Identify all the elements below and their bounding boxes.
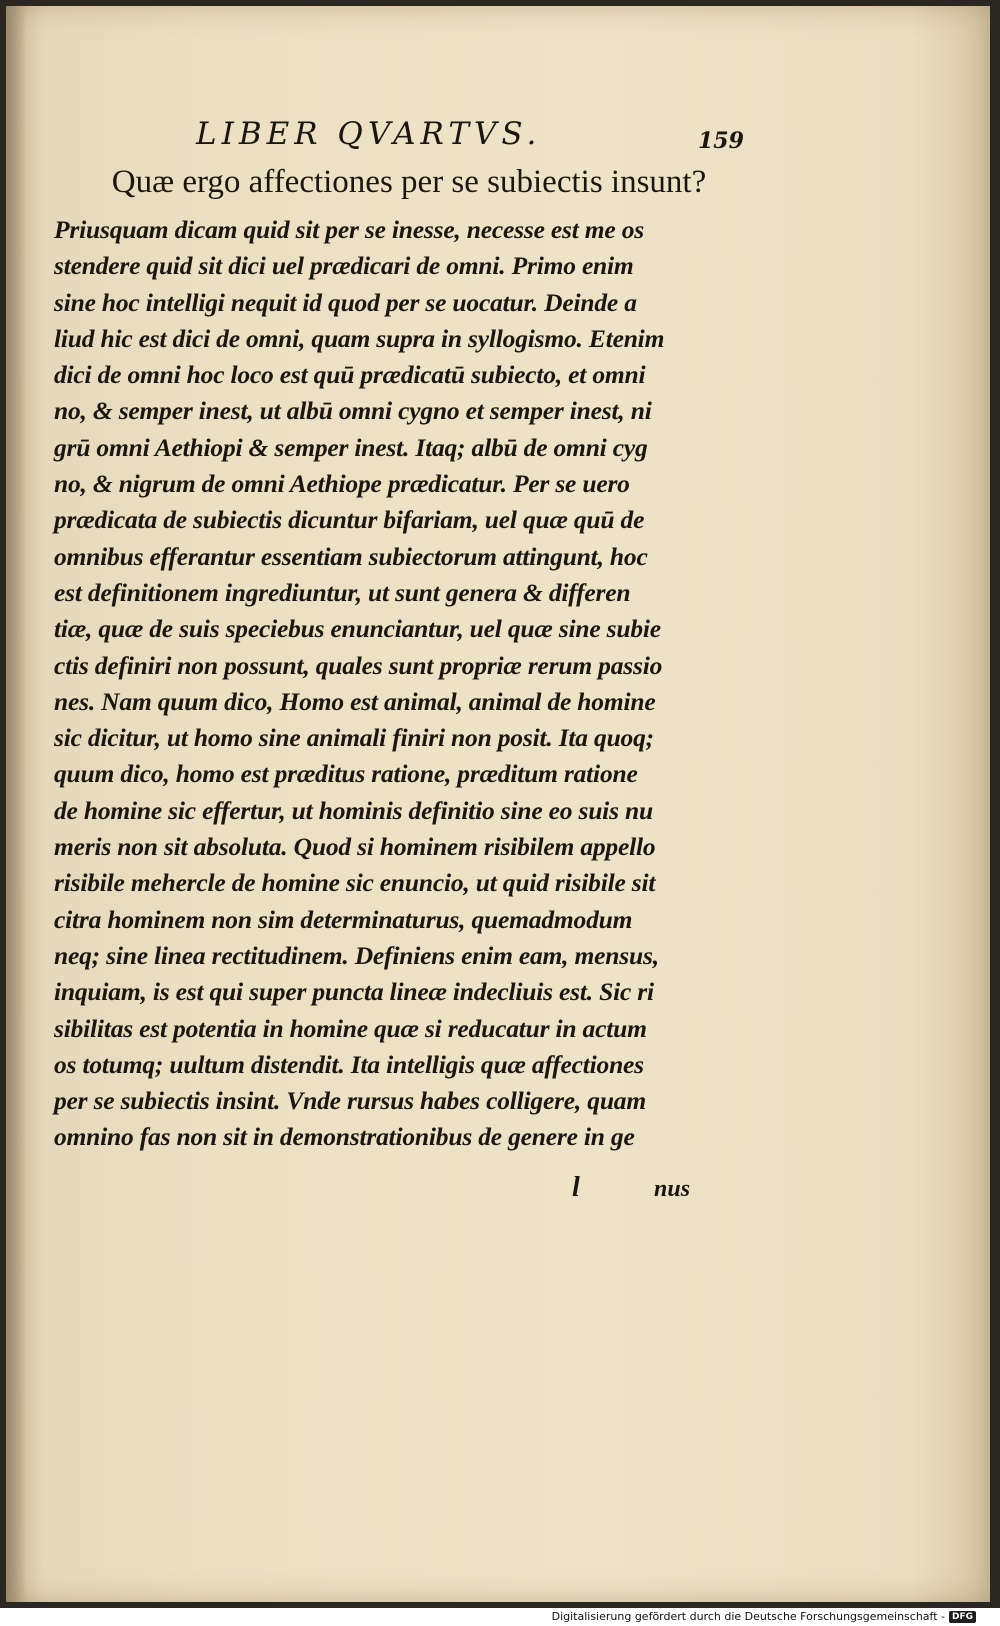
digitization-credit [552, 1610, 976, 1623]
text-line: quum dico, homo est præditus ratione, præditum ratione [54, 759, 638, 789]
running-title: LIBER QVARTVS. [196, 116, 542, 152]
text-line: omnino fas non sit in demonstrationibus de genere in ge [54, 1122, 635, 1152]
text-line: prædicata de subiectis dicuntur bifariam, uel quæ quū de [54, 505, 645, 535]
text-line: risibile mehercle de homine sic enuncio, ut quid risibile sit [54, 868, 656, 898]
text-line: ctis definiri non possunt, quales sunt propriæ rerum passio [54, 650, 663, 680]
text-line: Priusquam dicam quid sit per se inesse, necesse est me os [54, 215, 644, 244]
text-line: inquiam, is est qui super puncta lineæ indecliuis est. Sic ri [54, 977, 654, 1007]
text-line: dici de omni hoc loco est quū prædicatū subiecto, et omni [54, 360, 646, 390]
text-line: os totumq; uultum distendit. Ita intelligis quæ affectiones [54, 1049, 644, 1079]
text-line: no, & nigrum de omni Aethiope prædicatur. Per se uero [54, 469, 630, 499]
folio-number: 159 [698, 128, 744, 154]
text-line: meris non sit absoluta. Quod si hominem risibilem appello [54, 832, 656, 862]
page-gutter-shadow [6, 6, 26, 1602]
text-block [54, 114, 774, 1218]
page-footer-marks [54, 1166, 774, 1218]
text-line: no, & semper inest, ut albū omni cygno et semper inest, ni [54, 396, 652, 426]
text-line: sic dicitur, ut homo sine animali finiri non posit. Ita quoq; [54, 723, 654, 753]
text-line: grū omni Aethiopi & semper inest. Itaq; albū de omni cyg [54, 432, 648, 462]
question-heading: Quæ ergo affectiones per se subiectis insunt? [111, 164, 707, 200]
book-page [6, 6, 990, 1602]
text-line: nes. Nam quum dico, Homo est animal, animal de homine [54, 686, 656, 716]
dfg-logo: DFG [949, 1611, 976, 1623]
text-line: per se subiectis insint. Vnde rursus habes colligere, quam [54, 1086, 646, 1116]
body-text [54, 212, 774, 1156]
catchword: nus [654, 1175, 691, 1202]
running-head [54, 114, 774, 160]
credit-text: Digitalisierung gefördert durch die Deutsche Forschungsgemeinschaft - [551, 1610, 945, 1623]
text-line: neq; sine linea rectitudinem. Definiens enim eam, mensus, [54, 940, 659, 970]
text-line: omnibus efferantur essentiam subiectorum attingunt, hoc [54, 541, 648, 571]
text-line: sine hoc intelligi nequit id quod per se uocatur. Deinde a [54, 287, 637, 317]
text-line: stendere quid sit dici uel prædicari de omni. Primo enim [54, 251, 634, 281]
signature-mark: l [572, 1171, 580, 1203]
text-line: citra hominem non sim determinaturus, quemadmodum [54, 904, 633, 934]
text-line: sibilitas est potentia in homine quæ si reducatur in actum [54, 1013, 647, 1043]
text-line: liud hic est dici de omni, quam supra in syllogismo. Etenim [54, 323, 665, 353]
text-line: tiæ, quæ de suis speciebus enunciantur, uel quæ sine subie [54, 614, 661, 644]
text-line: est definitionem ingrediuntur, ut sunt genera & differen [54, 577, 631, 607]
text-line: de homine sic effertur, ut hominis definitio sine eo suis nu [54, 795, 653, 825]
